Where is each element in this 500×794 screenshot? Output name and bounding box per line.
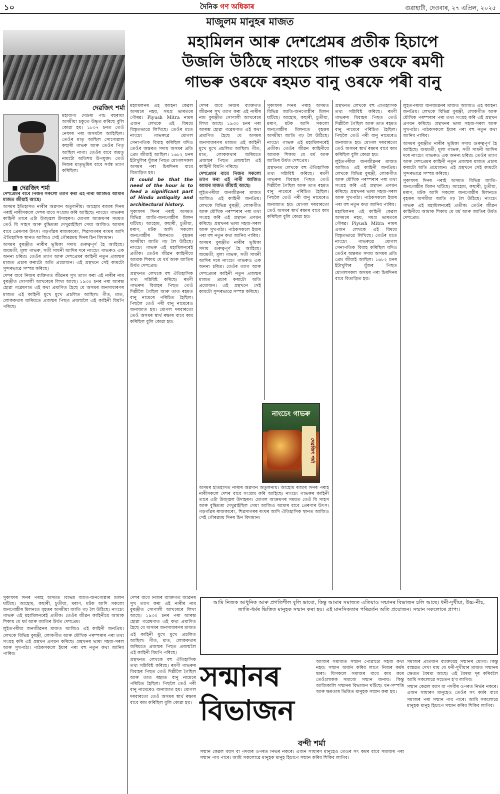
feature-col1-text: আজিৰ সমাজত সন্মান পোৱাটো সহজ কথা নহয়। সন্মান অৰ্জন কৰিব লাগে নিজৰ কৰ্মৰ দ্বাৰা। যিসকলে সমাজৰ বাবে কাম কৰে তেওঁলোকক সমাজে সন্মান জনায়। কিন্তু আজিকালি সন্মানৰ বিভাজন ঘটিছে। ধন-সম্পত্তি আৰু ক্ষমতাৰ ভিত্তিত মানুহক সন্মান কৰা হয়।: [316, 660, 404, 696]
headline-line-2: উজলি উঠিছে নাংচেং গাভৰু ওৰফে ৰমণী: [181, 53, 445, 71]
article-column-1-bottom: [3, 596, 124, 794]
column-rule-6: [127, 594, 128, 794]
col4-text: সুকাফাৰ দিনৰ পৰাই অসমত বিভিন্ন জাতি-জনগোষ্ঠীৰ মিলন ঘটিছে। আহোম, কছাৰী, চুতীয়া, মৰাণ, মটক আদি সকলো জনগোষ্ঠীৰ মিলনতে বৃহত্তৰ অসমীয়া জাতি গঢ় লৈ উঠিছে। নাংচেং গাভৰু এই মহামিলনৰেই প্ৰতীক। তেওঁৰ জীৱন কাহিনীয়ে আমাক শিকায় যে ধৰ্ম আৰু জাতিৰ উৰ্ধত দেশপ্ৰেম।: [267, 104, 329, 164]
col3-lower-text: অসমৰ ইতিহাসত নাৰীৰ অৱদান অতুলনীয়। আহোম ৰজাৰ দিনৰ পৰাই নাৰীসকলে দেশৰ বাবে সংগ্ৰাম কৰি আহিছে। নাংচেং গাভৰুৰ কাহিনী তাৰে এটা উজ্জ্বল উদাহৰণ। মোগল আক্ৰমণৰ সময়ত তেওঁ যি সাহস আৰু বুদ্ধিমত্তা দেখুৱাইছিল সেয়া আজিও আমাৰ বাবে প্ৰেৰণাৰ উৎস। গড়গাঁৱৰ ৰাজকাৰেং, শিৱসাগৰৰ ৰংঘৰ আদি ঐতিহাসিক স্থানত আজিও সেই গৌৰৱময় দিনৰ চিন বিদ্যমান।: [199, 486, 329, 522]
col5-text-cont: লুইতপৰীয়া জনজীৱনৰ মাজত আজিও এই কাহিনী জনপ্ৰিয়। লেখকে বিভিন্ন বুৰঞ্জী, লোকগীত আৰু মৌখিক পৰম্পৰাৰ পৰা তথ্য সংগ্ৰহ কৰি এই গ্ৰন্থখন প্ৰণয়ন কৰিছে। গ্ৰন্থখনৰ ভাষা সহজ-সৰল আৰু সুখপাঠ্য। পাঠকসকলে ইয়াৰ পৰা বহু নতুন কথা জানিব পাৰিব।: [335, 159, 397, 208]
author-name: ■ দেৱজিৎ শৰ্মা: [12, 185, 50, 192]
photo-sky: [3, 30, 125, 55]
col1-bottom-text-cont: লুইতপৰীয়া জনজীৱনৰ মাজত আজিও এই কাহিনী জনপ্ৰিয়। লেখকে বিভিন্ন বুৰঞ্জী, লোকগীত আৰু মৌখিক পৰম্পৰাৰ পৰা তথ্য সংগ্ৰহ কৰি এই গ্ৰন্থখন প্ৰণয়ন কৰিছে। গ্ৰন্থখনৰ ভাষা সহজ-সৰল আৰু সুখপাঠ্য। পাঠকসকলে ইয়াৰ পৰা বহু নতুন কথা জানিব পাৰিব।: [3, 627, 124, 657]
feature-summary-text: আমি নিজক আধুনিক আৰু প্ৰগতিশীল বুলি ভাবো, কিন্তু আমাৰ সমাজত এতিয়াও সন্মানৰ বিভাজন চলি আছে। ধনী-দুখীয়া, উচ্চ-নীচ, জাতি-ধৰ্মৰ ভিত্তিত মানুহক সন্মান কৰা হয়। এই মানসিকতাৰ পৰিৱৰ্তন অতি প্ৰয়োজন। সন্মান সকলোৰে প্ৰাপ্য।: [213, 600, 485, 613]
feature-col2-text: সমাজৰ প্ৰতিজন ব্যক্তিয়েই সন্মানৰ যোগ্য। কিন্তু বাস্তৱত দেখা যায় যে ধনী-দুখীয়াৰ মাজত সন্মানৰ ক্ষেত্ৰত বৈষম্য আছে। এই বৈষম্য দূৰ কৰিবলৈ আমি সকলোৱে সচেতন হ'ব লাগিব।: [407, 660, 498, 684]
feature-byline: বন্দী শৰ্মা: [298, 739, 326, 748]
article-column-1-top: [62, 114, 124, 190]
col1-bottom-text: সুকাফাৰ দিনৰ পৰাই অসমত বিভিন্ন জাতি-জনগোষ্ঠীৰ মিলন ঘটিছে। আহোম, কছাৰী, চুতীয়া, মৰাণ, মটক আদি সকলো জনগোষ্ঠীৰ মিলনতে বৃহত্তৰ অসমীয়া জাতি গঢ় লৈ উঠিছে। নাংচেং গাভৰু এই মহামিলনৰেই প্ৰতীক। তেওঁৰ জীৱন কাহিনীয়ে আমাক শিকায় যে ধৰ্ম আৰু জাতিৰ উৰ্ধত দেশপ্ৰেম।: [3, 596, 124, 626]
feature-title: [200, 660, 312, 728]
col1-top-text: মহাবাণী দেউৰী পাঁচ বছৰীয়া অসমীয়া চকুতে উদ্ধৃত কৰিছে বুলি কোৱা হয়। ১৮০৭ চনত তেওঁ নেফাৰ পৰা অসমলৈ আহিছিল। তেওঁৰ মাতৃ আছিল সোণোৱাল কছাৰী গাভৰু আৰু তেওঁৰ পিতৃ আছিল নাগা। তেওঁৰ বাবে জয়তু নামটো অতিশয় উপযুক্ত। তেওঁ নিজৰ মাতৃভূমিৰ বাবে সৰ্বস্ব ত্যাগ কৰিছিল।: [62, 114, 124, 174]
portrait-body: [8, 155, 56, 182]
paper-name-title: গণ অধিকাৰ: [220, 2, 255, 11]
article-column-2: [130, 104, 193, 590]
article-column-6: [403, 104, 497, 590]
headline: [130, 32, 496, 92]
col3-text-cont-2: অসমৰ বুৰঞ্জীত নাৰীৰ ভূমিকা সদায় গুৰুত্বপূৰ্ণ হৈ আহিছে। জয়মতী, মূলা গাভৰু, সতী সাধনী আদিৰ দৰে নাংচেং গাভৰুও এক অনন্য চৰিত্ৰ। তেওঁৰ ত্যাগ আৰু দেশপ্ৰেমৰ কাহিনী নতুন প্ৰজন্মৰ মাজত প্ৰচাৰ কৰাটো অতি প্ৰয়োজন। এই গ্ৰন্থখনে সেই কামটো সুন্দৰভাৱে সম্পন্ন কৰিছে।: [199, 241, 261, 295]
column-rule-3: [264, 100, 265, 400]
feature-summary-box: [200, 597, 498, 655]
article-column-2-bottom: [130, 596, 196, 794]
article-column-5: [335, 104, 397, 590]
book-title: নাংচেং গাভৰু: [271, 410, 311, 418]
headline-line-3: গাভৰু ওৰফে ৰহমত বানু ওৰফে পৰী বানু: [184, 73, 442, 91]
author-portrait: [3, 114, 59, 182]
col4-text-cont: গ্ৰন্থখনত লেখকে বহু ঐতিহাসিক তথ্য সন্নিবিষ্ট কৰিছে। ৰমণী গাভৰুৰ বিবাহৰ পিছত তেওঁ দিল্লীলৈ গৈছিল আৰু তাত ৰহমত বানু নামেৰে পৰিচিত হৈছিল। পিছলৈ তেওঁ পৰী বানু নামেৰেও জনাজাত হয়। মোগল দৰবাৰতো তেওঁ অসমৰ স্বাৰ্থ ৰক্ষাৰ বাবে কাম কৰিছিল বুলি কোৱা হয়।: [267, 165, 329, 220]
col1-body: অসমৰ ইতিহাসত নাৰীৰ অৱদান অতুলনীয়। আহোম ৰজাৰ দিনৰ পৰাই নাৰীসকলে দেশৰ বাবে সংগ্ৰাম কৰি আহিছে। নাংচেং গাভৰুৰ কাহিনী তাৰে এটা উজ্জ্বল উদাহৰণ। মোগল আক্ৰমণৰ সময়ত তেওঁ যি সাহস আৰু বুদ্ধিমত্তা দেখুৱাইছিল সেয়া আজিও আমাৰ বাবে প্ৰেৰণাৰ উৎস। গড়গাঁৱৰ ৰাজকাৰেং, শিৱসাগৰৰ ৰংঘৰ আদি ঐতিহাসিক স্থানত আজিও সেই গৌৰৱময় দিনৰ চিন বিদ্যমান।: [3, 205, 124, 241]
article-column-4: [267, 104, 329, 400]
col1-body-cont: অসমৰ বুৰঞ্জীত নাৰীৰ ভূমিকা সদায় গুৰুত্বপূৰ্ণ হৈ আহিছে। জয়মতী, মূলা গাভৰু, সতী সাধনী আদিৰ দৰে নাংচেং গাভৰুও এক অনন্য চৰিত্ৰ। তেওঁৰ ত্যাগ আৰু দেশপ্ৰেমৰ কাহিনী নতুন প্ৰজন্মৰ মাজত প্ৰচাৰ কৰাটো অতি প্ৰয়োজন। এই গ্ৰন্থখনে সেই কামটো সুন্দৰভাৱে সম্পন্ন কৰিছে।: [3, 242, 124, 273]
article-column-3-lower: [199, 486, 329, 590]
page-number: ১০: [4, 3, 15, 12]
feature-title-line-2: বিভাজন: [200, 694, 295, 727]
col2-bottom-text: দেশৰ বাবে নিজৰ ব্যক্তিগত জীৱনৰ সুখ ত্যাগ কৰা এই নাৰীৰ নাম বুৰঞ্জীত সোণালী আখৰেৰে লিখা আছে। ১৯৩০ চনৰ পৰা আৰম্ভ হোৱা গৱেষণাত এই কথা প্ৰমাণিত হৈছে যে অসমৰ জনসাধাৰণৰ মাজত এই কাহিনী মুখে মুখে প্ৰচলিত আছিল। গীত, মাত, লোককথাৰ জৰিয়তে প্ৰজন্মৰ পিছত প্ৰজন্মলৈ এই কাহিনী বিয়পি পৰিছে।: [130, 596, 196, 656]
book-author-strip: দেৱজিৎ শৰ্মা: [302, 426, 316, 476]
masthead: [0, 0, 500, 14]
col6-text-cont-2: সুকাফাৰ দিনৰ পৰাই অসমত বিভিন্ন জাতি-জনগোষ্ঠীৰ মিলন ঘটিছে। আহোম, কছাৰী, চুতীয়া, মৰাণ, মটক আদি সকলো জনগোষ্ঠীৰ মিলনতে বৃহত্তৰ অসমীয়া জাতি গঢ় লৈ উঠিছে। নাংচেং গাভৰু এই মহামিলনৰেই প্ৰতীক। তেওঁৰ জীৱন কাহিনীয়ে আমাক শিকায় যে ধৰ্ম আৰু জাতিৰ উৰ্ধত দেশপ্ৰেম।: [403, 179, 497, 221]
col3-highlight: দেশপ্ৰেমৰ বাবে নিজৰ সকলো ত্যাগ কৰা এই নাৰী আজিও আমাৰ মাজত জীয়াই আছে।: [199, 172, 261, 190]
paper-name: [200, 1, 254, 13]
col2-text-cont: সুকাফাৰ দিনৰ পৰাই অসমত বিভিন্ন জাতি-জনগোষ্ঠীৰ মিলন ঘটিছে। আহোম, কছাৰী, চুতীয়া, মৰাণ, মটক আদি সকলো জনগোষ্ঠীৰ মিলনতে বৃহত্তৰ অসমীয়া জাতি গঢ় লৈ উঠিছে। নাংচেং গাভৰু এই মহামিলনৰেই প্ৰতীক। তেওঁৰ জীৱন কাহিনীয়ে আমাক শিকায় যে ধৰ্ম আৰু জাতিৰ উৰ্ধত দেশপ্ৰেম।: [130, 209, 193, 270]
section-label: মাজুলম মানুহৰ মাজত: [206, 17, 294, 28]
feature-col3-text: সন্মান কেৱল বয়স বা পদবীৰ ওপৰত নিৰ্ভৰ নকৰে। এজন সাধাৰণ মানুহেও তেওঁৰ সৎ কৰ্মৰ বাবে সমাজৰ পৰা সন্মান পাব পাৰে। আমি সকলোৱে মানুহক মানুহ হিচাপে সন্মান কৰিব শিকিব লাগিব।: [200, 750, 404, 762]
paper-name-prefix: দৈনিক: [200, 2, 218, 11]
column-rule-2: [196, 100, 197, 590]
col5-text-cont-2: মহামিলনৰ এই কাহিনী কেৱল অসমৰে নহয়, সমগ্ৰ ভাৰতৰে গৌৰৱ। Piyush Mitra নামৰ এজন লেখকে এই বিষয়ে বিস্তৃতভাৱে লিখিছে। তেওঁৰ মতে নাংচেং গাভৰুৱে মোগল সেনাপতিক বিবাহ কৰিছিল যদিও তেওঁৰ অন্তৰত সদায় অসমৰ প্ৰতি প্ৰেম জীয়াই আছিল। ১৬৮২ চনৰ ইটাখুলিৰ যুঁজৰ পিছত মোগলসকল অসমৰ পৰা চিৰদিনৰ বাবে বিতাড়িত হয়।: [335, 209, 397, 282]
book-cover: [262, 403, 320, 483]
feature-title-line-1: সন্মানৰ: [200, 660, 281, 693]
col2-bottom-text-cont: গ্ৰন্থখনত লেখকে বহু ঐতিহাসিক তথ্য সন্নিবিষ্ট কৰিছে। ৰমণী গাভৰুৰ বিবাহৰ পিছত তেওঁ দিল্লীলৈ গৈছিল আৰু তাত ৰহমত বানু নামেৰে পৰিচিত হৈছিল। পিছলৈ তেওঁ পৰী বানু নামেৰেও জনাজাত হয়। মোগল দৰবাৰতো তেওঁ অসমৰ স্বাৰ্থ ৰক্ষাৰ বাবে কাম কৰিছিল বুলি কোৱা হয়।: [130, 657, 196, 706]
col3-text: দেশৰ বাবে নিজৰ ব্যক্তিগত জীৱনৰ সুখ ত্যাগ কৰা এই নাৰীৰ নাম বুৰঞ্জীত সোণালী আখৰেৰে লিখা আছে। ১৯৩০ চনৰ পৰা আৰম্ভ হোৱা গৱেষণাত এই কথা প্ৰমাণিত হৈছে যে অসমৰ জনসাধাৰণৰ মাজত এই কাহিনী মুখে মুখে প্ৰচলিত আছিল। গীত, মাত, লোককথাৰ জৰিয়তে প্ৰজন্মৰ পিছত প্ৰজন্মলৈ এই কাহিনী বিয়পি পৰিছে।: [199, 104, 261, 170]
photo-ruins: [3, 55, 125, 100]
article-column-1: [3, 192, 124, 592]
col3-text-cont: লুইতপৰীয়া জনজীৱনৰ মাজত আজিও এই কাহিনী জনপ্ৰিয়। লেখকে বিভিন্ন বুৰঞ্জী, লোকগীত আৰু মৌখিক পৰম্পৰাৰ পৰা তথ্য সংগ্ৰহ কৰি এই গ্ৰন্থখন প্ৰণয়ন কৰিছে। গ্ৰন্থখনৰ ভাষা সহজ-সৰল আৰু সুখপাঠ্য। পাঠকসকলে ইয়াৰ পৰা বহু নতুন কথা জানিব পাৰিব।: [199, 191, 261, 239]
feature-column-2: [407, 660, 498, 794]
col2-quote: It could be that the need of the hour is to feed a significant part of Hindu antiquity and architectural history.: [130, 178, 193, 208]
col6-text: লুইতপৰীয়া জনজীৱনৰ মাজত আজিও এই কাহিনী জনপ্ৰিয়। লেখকে বিভিন্ন বুৰঞ্জী, লোকগীত আৰু মৌখিক পৰম্পৰাৰ পৰা তথ্য সংগ্ৰহ কৰি এই গ্ৰন্থখন প্ৰণয়ন কৰিছে। গ্ৰন্থখনৰ ভাষা সহজ-সৰল আৰু সুখপাঠ্য। পাঠকসকলে ইয়াৰ পৰা বহু নতুন কথা জানিব পাৰিব।: [403, 104, 497, 140]
ruins-photo: [3, 30, 125, 100]
col5-text: গ্ৰন্থখনত লেখকে বহু ঐতিহাসিক তথ্য সন্নিবিষ্ট কৰিছে। ৰমণী গাভৰুৰ বিবাহৰ পিছত তেওঁ দিল্লীলৈ গৈছিল আৰু তাত ৰহমত বানু নামেৰে পৰিচিত হৈছিল। পিছলৈ তেওঁ পৰী বানু নামেৰেও জনাজাত হয়। মোগল দৰবাৰতো তেওঁ অসমৰ স্বাৰ্থ ৰক্ষাৰ বাবে কাম কৰিছিল বুলি কোৱা হয়।: [335, 104, 397, 158]
issue-date: গুৱাহাটী, দেওবাৰ, ২৭ এপ্ৰিল, ২০২৫: [405, 5, 496, 12]
column-rule-4: [332, 100, 333, 590]
book-artwork: [267, 430, 301, 470]
feature-col2-text-cont: সন্মান কেৱল বয়স বা পদবীৰ ওপৰত নিৰ্ভৰ নকৰে। এজন সাধাৰণ মানুহেও তেওঁৰ সৎ কৰ্মৰ বাবে সমাজৰ পৰা সন্মান পাব পাৰে। আমি সকলোৱে মানুহক মানুহ হিচাপে সন্মান কৰিব শিকিব লাগিব।: [407, 685, 498, 709]
headline-line-1: মহামিলন আৰু দেশপ্ৰেমৰ প্ৰতীক হিচাপে: [187, 33, 439, 51]
col1-quote: দেশপ্ৰেমৰ বাবে নিজৰ সকলো ত্যাগ কৰা এই নাৰী আজিও আমাৰ মাজত জীয়াই আছে।: [3, 192, 124, 204]
feature-column-3: [200, 750, 404, 794]
feature-column-1: [316, 660, 404, 736]
col1-body-cont-2: দেশৰ বাবে নিজৰ ব্যক্তিগত জীৱনৰ সুখ ত্যাগ কৰা এই নাৰীৰ নাম বুৰঞ্জীত সোণালী আখৰেৰে লিখা আছে। ১৯৩০ চনৰ পৰা আৰম্ভ হোৱা গৱেষণাত এই কথা প্ৰমাণিত হৈছে যে অসমৰ জনসাধাৰণৰ মাজত এই কাহিনী মুখে মুখে প্ৰচলিত আছিল। গীত, মাত, লোককথাৰ জৰিয়তে প্ৰজন্মৰ পিছত প্ৰজন্মলৈ এই কাহিনী বিয়পি পৰিছে।: [3, 274, 124, 310]
portrait-hair: [18, 121, 46, 133]
col2-text: মহামিলনৰ এই কাহিনী কেৱল অসমৰে নহয়, সমগ্ৰ ভাৰতৰে গৌৰৱ। Piyush Mitra নামৰ এজন লেখকে এই বিষয়ে বিস্তৃতভাৱে লিখিছে। তেওঁৰ মতে নাংচেং গাভৰুৱে মোগল সেনাপতিক বিবাহ কৰিছিল যদিও তেওঁৰ অন্তৰত সদায় অসমৰ প্ৰতি প্ৰেম জীয়াই আছিল। ১৬৮২ চনৰ ইটাখুলিৰ যুঁজৰ পিছত মোগলসকল অসমৰ পৰা চিৰদিনৰ বাবে বিতাড়িত হয়।: [130, 104, 193, 177]
col2-text-cont-2: গ্ৰন্থখনত লেখকে বহু ঐতিহাসিক তথ্য সন্নিবিষ্ট কৰিছে। ৰমণী গাভৰুৰ বিবাহৰ পিছত তেওঁ দিল্লীলৈ গৈছিল আৰু তাত ৰহমত বানু নামেৰে পৰিচিত হৈছিল। পিছলৈ তেওঁ পৰী বানু নামেৰেও জনাজাত হয়। মোগল দৰবাৰতো তেওঁ অসমৰ স্বাৰ্থ ৰক্ষাৰ বাবে কাম কৰিছিল বুলি কোৱা হয়।: [130, 271, 193, 326]
column-rule-5: [400, 100, 401, 590]
col6-text-cont: অসমৰ বুৰঞ্জীত নাৰীৰ ভূমিকা সদায় গুৰুত্বপূৰ্ণ হৈ আহিছে। জয়মতী, মূলা গাভৰু, সতী সাধনী আদিৰ দৰে নাংচেং গাভৰুও এক অনন্য চৰিত্ৰ। তেওঁৰ ত্যাগ আৰু দেশপ্ৰেমৰ কাহিনী নতুন প্ৰজন্মৰ মাজত প্ৰচাৰ কৰাটো অতি প্ৰয়োজন। এই গ্ৰন্থখনে সেই কামটো সুন্দৰভাৱে সম্পন্ন কৰিছে।: [403, 141, 497, 178]
article-byline: দেৱজিৎ শৰ্মা: [92, 104, 125, 112]
